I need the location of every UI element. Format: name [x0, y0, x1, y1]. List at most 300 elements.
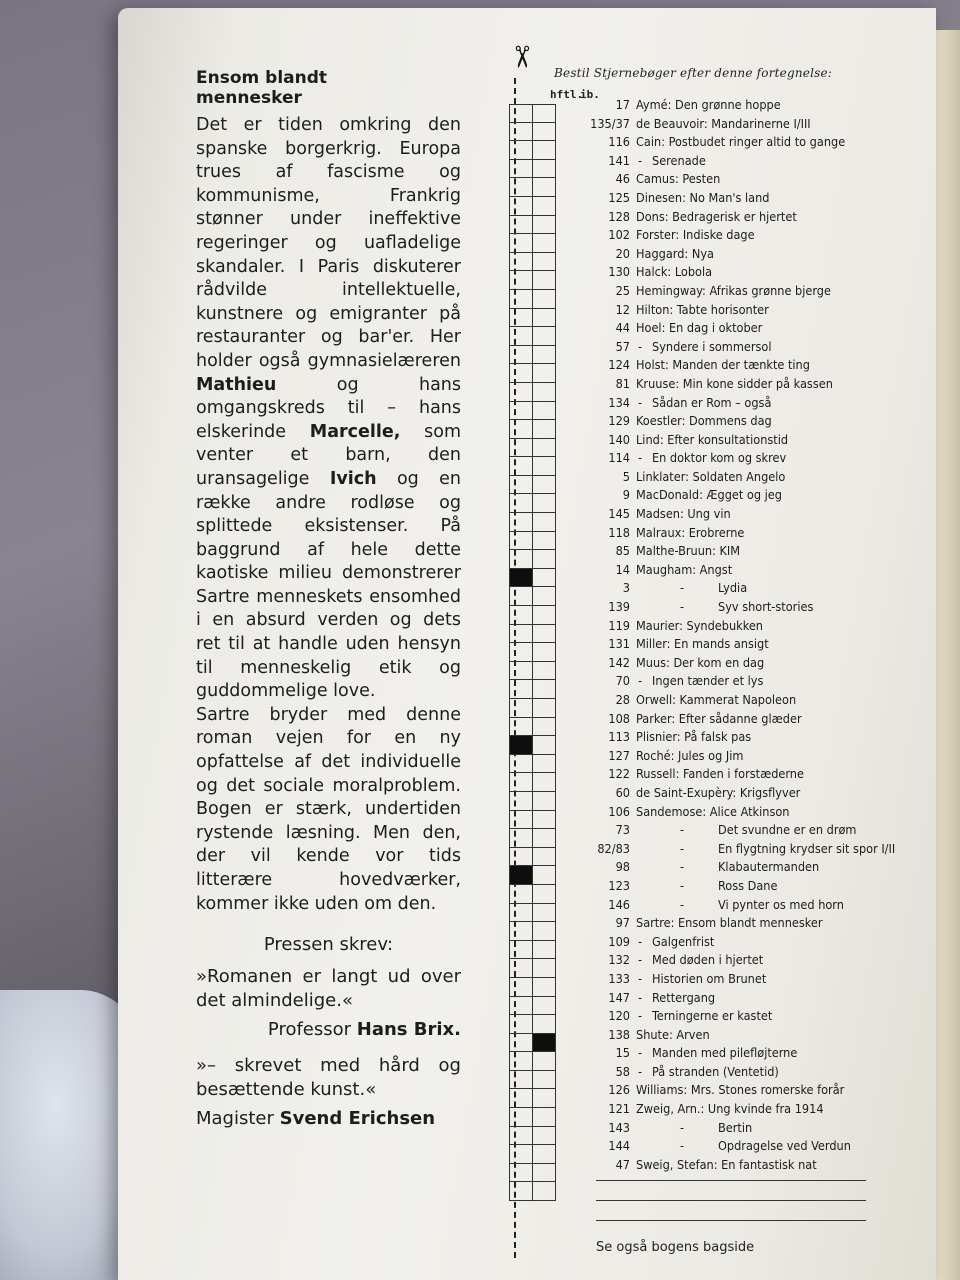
blurb-run: Det er tiden omkring den spanske borgerkrig. Europa trues af fascisme og kommunisme, Frankrig stønner under ineffektive regeringer og uafladelige skandaler. I Paris diskuterer rådvilde intellektuelle, kunstnere og emigranter på restauranter og bar'er. Her holder også gymnasielæreren — [196, 115, 461, 371]
book-list-row — [580, 1081, 960, 1100]
hft-checkbox[interactable] — [509, 104, 533, 123]
column-header-hft: hftl. — [550, 88, 584, 101]
ib-checkbox[interactable] — [532, 216, 556, 235]
book-number: 102 — [608, 227, 630, 243]
book-title-entry: Ingen tænder et lys — [652, 673, 764, 689]
attribution-title: Professor — [267, 1019, 357, 1041]
book-list-row — [580, 821, 960, 840]
hft-checkbox[interactable] — [509, 606, 533, 625]
book-list-row — [580, 672, 960, 691]
book-list-row — [580, 914, 960, 933]
book-title-entry: Galgenfrist — [652, 933, 715, 949]
ditto-dash: - — [638, 152, 643, 168]
hft-checkbox[interactable] — [509, 216, 533, 235]
book-number: 97 — [615, 915, 630, 931]
book-title-entry: Dinesen: No Man's land — [636, 189, 770, 205]
book-number: 9 — [622, 487, 630, 503]
ib-checkbox[interactable] — [532, 587, 556, 606]
ib-checkbox[interactable] — [532, 346, 556, 365]
hft-checkbox[interactable] — [509, 234, 533, 253]
ditto-dash: - — [680, 580, 685, 596]
book-number: 125 — [608, 189, 630, 205]
hft-checkbox[interactable] — [509, 718, 533, 737]
hft-checkbox[interactable] — [509, 327, 533, 346]
ib-checkbox[interactable] — [532, 1089, 556, 1108]
book-number: 106 — [608, 803, 630, 819]
ib-checkbox[interactable] — [532, 271, 556, 290]
ib-checkbox[interactable] — [532, 439, 556, 458]
book-title-entry: Syv short-stories — [718, 599, 814, 615]
book-number: 126 — [608, 1082, 630, 1098]
book-number: 146 — [608, 896, 630, 912]
hft-checkbox[interactable] — [509, 494, 533, 513]
hft-checkbox[interactable] — [509, 904, 533, 923]
hft-checkbox[interactable] — [509, 922, 533, 941]
book-number: 128 — [608, 208, 630, 224]
book-list-row — [580, 208, 960, 227]
hft-checkbox[interactable] — [509, 383, 533, 402]
book-list-row — [580, 970, 960, 989]
hft-checkbox[interactable] — [509, 755, 533, 774]
book-title-entry: Historien om Brunet — [652, 970, 767, 986]
hft-checkbox[interactable] — [509, 736, 533, 755]
book-list-row — [580, 989, 960, 1008]
ib-checkbox[interactable] — [532, 160, 556, 179]
character-name: Marcelle, — [309, 421, 401, 442]
ib-checkbox[interactable] — [532, 420, 556, 439]
book-title-entry: Parker: Efter sådanne glæder — [636, 710, 802, 726]
hft-checkbox[interactable] — [509, 978, 533, 997]
book-number: 116 — [608, 134, 630, 150]
ib-checkbox[interactable] — [532, 1015, 556, 1034]
ib-checkbox[interactable] — [532, 1052, 556, 1071]
hft-checkbox[interactable] — [509, 1015, 533, 1034]
book-list-row — [580, 338, 960, 357]
ib-checkbox[interactable] — [532, 476, 556, 495]
hft-checkbox[interactable] — [509, 513, 533, 532]
book-number: 15 — [615, 1045, 630, 1061]
book-title-entry: Med døden i hjertet — [652, 952, 764, 968]
ib-checkbox[interactable] — [532, 309, 556, 328]
book-list-row — [580, 691, 960, 710]
ditto-dash: - — [680, 599, 685, 615]
ib-checkbox[interactable] — [532, 736, 556, 755]
book-list-row — [580, 189, 960, 208]
ditto-dash: - — [638, 394, 643, 410]
ib-checkbox[interactable] — [532, 922, 556, 941]
book-number: 147 — [608, 989, 630, 1005]
book-list-row — [580, 170, 960, 189]
hft-checkbox[interactable] — [509, 941, 533, 960]
book-list-row — [580, 282, 960, 301]
book-number: 143 — [608, 1119, 630, 1135]
hft-checkbox[interactable] — [509, 346, 533, 365]
book-title-entry: Terningerne er kastet — [652, 1008, 773, 1024]
book-number: 114 — [608, 450, 630, 466]
ib-checkbox[interactable] — [532, 327, 556, 346]
book-number: 44 — [615, 320, 630, 336]
book-list-row — [580, 1044, 960, 1063]
book-title-entry: Holst: Manden der tænkte ting — [636, 357, 810, 373]
ditto-dash: - — [638, 1063, 643, 1079]
hft-checkbox[interactable] — [509, 1071, 533, 1090]
ib-checkbox[interactable] — [532, 625, 556, 644]
ib-checkbox[interactable] — [532, 123, 556, 142]
ditto-dash: - — [680, 859, 685, 875]
ib-checkbox[interactable] — [532, 457, 556, 476]
press-heading: Pressen skrev: — [263, 934, 394, 956]
book-title-entry: Plisnier: På falsk pas — [636, 729, 752, 745]
ditto-dash: - — [638, 1045, 643, 1061]
ditto-dash: - — [680, 1138, 685, 1154]
book-number: 141 — [608, 152, 630, 168]
ib-checkbox[interactable] — [532, 718, 556, 737]
book-list-row — [580, 747, 960, 766]
book-title-entry: Russell: Fanden i forstæderne — [636, 766, 804, 782]
ib-checkbox[interactable] — [532, 253, 556, 272]
book-title-entry: Cain: Postbudet ringer altid to gange — [636, 134, 846, 150]
book-number: 132 — [608, 952, 630, 968]
press-quote-2: »– skrevet med hård og besættende kunst.« — [196, 1055, 461, 1101]
hft-checkbox[interactable] — [509, 364, 533, 383]
book-number: 127 — [608, 747, 630, 763]
ib-checkbox[interactable] — [532, 1182, 556, 1201]
book-number: 133 — [608, 970, 630, 986]
hft-checkbox[interactable] — [509, 1145, 533, 1164]
hft-checkbox[interactable] — [509, 885, 533, 904]
book-list-row — [580, 449, 960, 468]
ib-checkbox[interactable] — [532, 532, 556, 551]
blurb-text — [196, 114, 461, 916]
ib-checkbox[interactable] — [532, 197, 556, 216]
ib-checkbox[interactable] — [532, 141, 556, 160]
book-title-entry: Muus: Der kom en dag — [636, 654, 765, 670]
ib-checkbox[interactable] — [532, 1034, 556, 1053]
hft-checkbox[interactable] — [509, 773, 533, 792]
book-list-row — [580, 1156, 960, 1175]
book-title-entry: de Saint-Exupèry: Krigsflyver — [636, 784, 801, 800]
book-title-entry: Aymé: Den grønne hoppe — [636, 97, 781, 112]
ib-checkbox[interactable] — [532, 680, 556, 699]
ib-checkbox[interactable] — [532, 402, 556, 421]
book-number: 85 — [615, 543, 630, 559]
ib-checkbox[interactable] — [532, 904, 556, 923]
ib-checkbox[interactable] — [532, 569, 556, 588]
book-title-entry: Sartre: Ensom blandt mennesker — [636, 915, 823, 931]
book-list-row — [580, 617, 960, 636]
ditto-dash: - — [638, 952, 643, 968]
book-number: 144 — [608, 1138, 630, 1154]
book-back-cover — [118, 8, 936, 1280]
book-list-row — [580, 728, 960, 747]
hft-checkbox[interactable] — [509, 123, 533, 142]
book-list-row — [580, 468, 960, 487]
hft-checkbox[interactable] — [509, 1182, 533, 1201]
book-list-row — [580, 654, 960, 673]
hft-checkbox[interactable] — [509, 160, 533, 179]
book-number: 25 — [615, 282, 630, 298]
book-title-entry: Malraux: Erobrerne — [636, 524, 745, 540]
hft-checkbox[interactable] — [509, 197, 533, 216]
book-list-row — [580, 951, 960, 970]
book-list-row — [580, 1137, 960, 1156]
book-number: 20 — [615, 245, 630, 261]
hft-checkbox[interactable] — [509, 997, 533, 1016]
ditto-dash: - — [638, 338, 643, 354]
book-title-entry: Lydia — [718, 580, 748, 596]
ib-checkbox[interactable] — [532, 104, 556, 123]
book-title-entry: Sådan er Rom – også — [652, 394, 772, 410]
book-list-row — [580, 505, 960, 524]
ib-checkbox[interactable] — [532, 1164, 556, 1183]
book-number: 81 — [615, 375, 630, 391]
book-list-row — [580, 598, 960, 617]
ib-checkbox[interactable] — [532, 1071, 556, 1090]
ib-checkbox[interactable] — [532, 364, 556, 383]
book-title-entry: MacDonald: Ægget og jeg — [636, 487, 782, 503]
hft-checkbox[interactable] — [509, 1108, 533, 1127]
book-number: 121 — [608, 1101, 630, 1117]
hft-checkbox[interactable] — [509, 420, 533, 439]
hft-checkbox[interactable] — [509, 253, 533, 272]
hft-checkbox[interactable] — [509, 587, 533, 606]
hft-checkbox[interactable] — [509, 476, 533, 495]
blurb-run: Sartre bryder med denne roman vejen for en ny opfattelse af det individuelle og det sociale moralproblem. Bogen er stærk, undertiden rystende læsning. Men den, der vil kende vor tids litterære hovedværker, kommer ikke uden om den. — [196, 704, 461, 914]
ib-checkbox[interactable] — [532, 959, 556, 978]
checkbox-column-hft — [509, 104, 533, 1204]
hft-checkbox[interactable] — [509, 309, 533, 328]
book-number: 12 — [615, 301, 630, 317]
book-title-entry: Orwell: Kammerat Napoleon — [636, 692, 797, 707]
book-number: 122 — [608, 766, 630, 782]
book-title-entry: Koestler: Dommens dag — [636, 413, 772, 429]
book-title-entry: Williams: Mrs. Stones romerske forår — [636, 1082, 845, 1098]
book-title-entry: Rettergang — [652, 989, 716, 1005]
book-list-row — [580, 635, 960, 654]
book-title-entry: Hoel: En dag i oktober — [636, 320, 763, 336]
book-list-row — [580, 133, 960, 152]
blurb-paragraph — [196, 704, 461, 916]
book-list-row — [580, 96, 960, 115]
hft-checkbox[interactable] — [509, 178, 533, 197]
book-number: 17 — [615, 97, 630, 112]
book-title-entry: Madsen: Ung vin — [636, 506, 731, 522]
scissors-icon: ✂ — [503, 44, 539, 70]
ib-checkbox[interactable] — [532, 550, 556, 569]
quote-2-attribution — [196, 1108, 461, 1129]
book-number: 129 — [608, 413, 630, 429]
book-number: 142 — [608, 654, 630, 670]
ditto-dash: - — [638, 450, 643, 466]
book-list-row — [580, 115, 960, 134]
hft-checkbox[interactable] — [509, 625, 533, 644]
book-number: 145 — [608, 506, 630, 522]
book-number: 58 — [615, 1063, 630, 1079]
ib-checkbox[interactable] — [532, 755, 556, 774]
ib-checkbox[interactable] — [532, 978, 556, 997]
ib-checkbox[interactable] — [532, 1145, 556, 1164]
hft-checkbox[interactable] — [509, 439, 533, 458]
book-title-entry: de Beauvoir: Mandarinerne I/III — [636, 115, 811, 131]
book-number: 57 — [615, 338, 630, 354]
ditto-dash: - — [680, 1119, 685, 1135]
ditto-dash: - — [638, 989, 643, 1005]
book-list-row — [580, 933, 960, 952]
hft-checkbox[interactable] — [509, 550, 533, 569]
book-title-entry: Sandemose: Alice Atkinson — [636, 803, 790, 819]
book-title-entry: Klabautermanden — [718, 859, 820, 875]
book-number: 98 — [615, 859, 630, 875]
book-number: 108 — [608, 710, 630, 726]
hft-checkbox[interactable] — [509, 829, 533, 848]
book-number: 60 — [615, 784, 630, 800]
ib-checkbox[interactable] — [532, 178, 556, 197]
book-list-row — [580, 375, 960, 394]
ib-checkbox[interactable] — [532, 494, 556, 513]
book-list-row — [580, 858, 960, 877]
quote-1-attribution — [196, 1019, 461, 1040]
book-title-entry: Linklater: Soldaten Angelo — [636, 468, 786, 484]
ib-checkbox[interactable] — [532, 848, 556, 867]
ib-checkbox[interactable] — [532, 234, 556, 253]
book-title-entry: Det svundne er en drøm — [718, 822, 857, 838]
hft-checkbox[interactable] — [509, 959, 533, 978]
ditto-dash: - — [680, 896, 685, 912]
book-list-row — [580, 1119, 960, 1138]
book-number: 70 — [615, 673, 630, 689]
hft-checkbox[interactable] — [509, 680, 533, 699]
ib-checkbox[interactable] — [532, 885, 556, 904]
book-number: 119 — [608, 617, 630, 633]
hft-checkbox[interactable] — [509, 662, 533, 681]
footer-note: Se også bogens bagside — [596, 1240, 755, 1255]
blurb-paragraph — [196, 114, 461, 704]
hft-checkbox[interactable] — [509, 699, 533, 718]
book-title-entry: Sweig, Stefan: En fantastisk nat — [636, 1156, 817, 1172]
blank-line — [596, 1180, 866, 1181]
hft-checkbox[interactable] — [509, 271, 533, 290]
hft-checkbox[interactable] — [509, 1089, 533, 1108]
book-title: Ensom blandt mennesker — [196, 68, 328, 108]
ib-checkbox[interactable] — [532, 383, 556, 402]
book-list-row — [580, 877, 960, 896]
book-title-entry: Opdragelse ved Verdun — [718, 1138, 851, 1154]
book-list — [580, 96, 960, 1174]
ib-checkbox[interactable] — [532, 662, 556, 681]
book-title-entry: Dons: Bedragerisk er hjertet — [636, 208, 797, 224]
book-title-entry: Miller: En mands ansigt — [636, 636, 769, 652]
hft-checkbox[interactable] — [509, 866, 533, 885]
character-name: Ivich — [329, 468, 377, 489]
ditto-dash: - — [638, 673, 643, 689]
book-number: 130 — [608, 264, 630, 280]
blank-line — [596, 1200, 866, 1201]
book-list-row — [580, 412, 960, 431]
hft-checkbox[interactable] — [509, 290, 533, 309]
hft-checkbox[interactable] — [509, 792, 533, 811]
book-list-row — [580, 1063, 960, 1082]
book-title-entry: Maurier: Syndebukken — [636, 617, 763, 633]
book-title-entry: Camus: Pesten — [636, 171, 721, 187]
blank-line — [596, 1220, 866, 1221]
attribution-name: Hans Brix. — [356, 1019, 461, 1041]
attribution-name: Svend Erichsen — [279, 1108, 436, 1130]
checkbox-column-ib — [532, 104, 556, 1204]
hft-checkbox[interactable] — [509, 811, 533, 830]
ib-checkbox[interactable] — [532, 811, 556, 830]
ib-checkbox[interactable] — [532, 866, 556, 885]
book-number: 118 — [608, 524, 630, 540]
book-list-row — [580, 319, 960, 338]
book-title-entry: Roché: Jules og Jim — [636, 747, 744, 763]
book-number: 140 — [608, 431, 630, 447]
ditto-dash: - — [680, 840, 685, 856]
ditto-dash: - — [680, 822, 685, 838]
book-list-row — [580, 896, 960, 915]
book-number: 28 — [615, 692, 630, 707]
ib-checkbox[interactable] — [532, 773, 556, 792]
book-title-entry: Serenade — [652, 152, 706, 168]
book-title-entry: Lind: Efter konsultationstid — [636, 431, 789, 447]
hft-checkbox[interactable] — [509, 457, 533, 476]
hft-checkbox[interactable] — [509, 643, 533, 662]
ib-checkbox[interactable] — [532, 792, 556, 811]
ib-checkbox[interactable] — [532, 941, 556, 960]
book-title-entry: Bertin — [718, 1119, 753, 1135]
book-list-row — [580, 301, 960, 320]
hft-checkbox[interactable] — [509, 402, 533, 421]
ditto-dash: - — [638, 1008, 643, 1024]
book-number: 46 — [615, 171, 630, 187]
book-list-row — [580, 561, 960, 580]
book-number: 113 — [608, 729, 630, 745]
ib-checkbox[interactable] — [532, 1127, 556, 1146]
hft-checkbox[interactable] — [509, 532, 533, 551]
hft-checkbox[interactable] — [509, 569, 533, 588]
ib-checkbox[interactable] — [532, 606, 556, 625]
book-title-entry: Malthe-Bruun: KIM — [636, 543, 741, 559]
ib-checkbox[interactable] — [532, 699, 556, 718]
book-number: 14 — [615, 561, 630, 577]
hft-checkbox[interactable] — [509, 1034, 533, 1053]
hft-checkbox[interactable] — [509, 848, 533, 867]
ib-checkbox[interactable] — [532, 997, 556, 1016]
ib-checkbox[interactable] — [532, 829, 556, 848]
hft-checkbox[interactable] — [509, 1052, 533, 1071]
book-list-row — [580, 579, 960, 598]
book-title-entry: Ross Dane — [718, 877, 778, 893]
hft-checkbox[interactable] — [509, 1164, 533, 1183]
ib-checkbox[interactable] — [532, 513, 556, 532]
ib-checkbox[interactable] — [532, 643, 556, 662]
book-list-row — [580, 710, 960, 729]
hft-checkbox[interactable] — [509, 141, 533, 160]
book-number: 73 — [615, 822, 630, 838]
book-title-entry: Vi pynter os med horn — [718, 896, 844, 912]
book-title-entry: Haggard: Nya — [636, 245, 714, 261]
book-number: 134 — [608, 394, 630, 410]
book-number: 109 — [608, 933, 630, 949]
blurb-run: og en række andre rodløse og splittede eksistenser. På baggrund af hele dette kaotiske milieu demonstrerer Sartre menneskets ensomhed i en absurd verden og dets ret til at handle uden hensyn til menneskelig etik og guddommelige love. — [196, 468, 461, 702]
book-title-entry: På stranden (Ventetid) — [652, 1063, 779, 1079]
ib-checkbox[interactable] — [532, 290, 556, 309]
ib-checkbox[interactable] — [532, 1108, 556, 1127]
attribution-title: Magister — [196, 1108, 280, 1130]
hft-checkbox[interactable] — [509, 1127, 533, 1146]
book-list-row — [580, 356, 960, 375]
blurb-run: som venter et barn, den uransagelige — [196, 421, 462, 489]
book-title-entry: En flygtning krydser sit spor I/II — [718, 840, 896, 856]
